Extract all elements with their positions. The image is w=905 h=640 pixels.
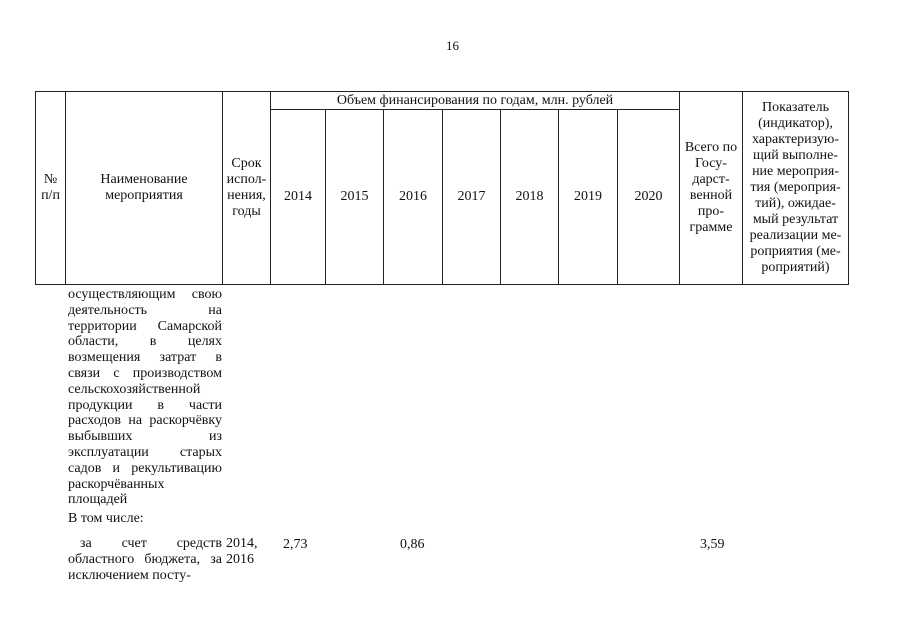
header-year-2014: 2014 [271, 110, 326, 285]
header-col-name: Наименование мероприятия [66, 92, 223, 285]
row-continuation-text: осуществляющим свою деятельность на территории Самарской области, в целях возмещения затрат в связи с производством сельскохозяйственной продукции в части расходов на раскорчёвку выбывших из эксплуатации старых садов и рекультивацию раскорчёванных площадей [68, 287, 222, 508]
sub-item-text: за счет средств областного бюджета, за исключением посту- [68, 536, 222, 583]
header-col-funding: Объем финансирования по годам, млн. рублей [271, 92, 680, 110]
table-header [35, 91, 849, 285]
page-number: 16 [446, 38, 459, 53]
header-col-indicator: Показатель (индикатор), характеризую-щий выполне-ние мероприя-тия (мероприя-тий), ожидае-мый результат реализации ме-роприятия (ме-роприятий) [743, 92, 849, 285]
header-year-2016: 2016 [384, 110, 443, 285]
header-year-2018: 2018 [501, 110, 559, 285]
header-year-2019: 2019 [559, 110, 618, 285]
header-year-2020: 2020 [618, 110, 680, 285]
sub-item-value-2016: 0,86 [400, 537, 425, 552]
table-left-border [35, 92, 36, 284]
header-col-term: Срок испол-нения, годы [223, 92, 271, 285]
header-col-total: Всего по Госу-дарст-венной про-грамме [680, 92, 743, 285]
header-year-2015: 2015 [326, 110, 384, 285]
sub-item-value-2014: 2,73 [283, 537, 308, 552]
including-label: В том числе: [68, 511, 144, 526]
header-year-2017: 2017 [443, 110, 501, 285]
sub-item-term: 2014, 2016 [226, 536, 258, 567]
header-col-number: № п/п [36, 92, 66, 285]
sub-item-value-total: 3,59 [700, 537, 725, 552]
